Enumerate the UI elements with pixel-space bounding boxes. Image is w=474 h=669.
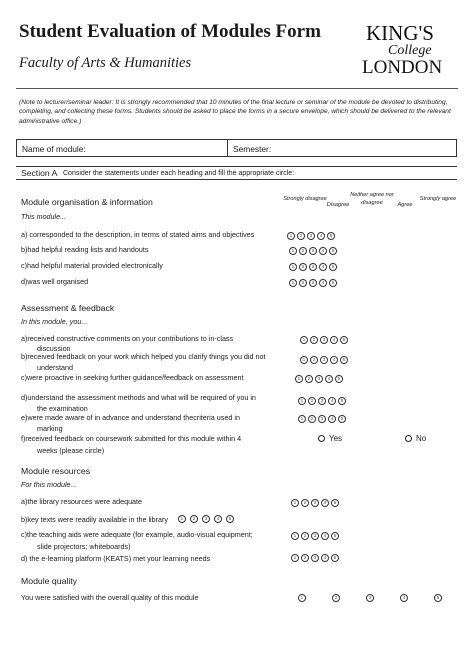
- resources-item-c-cont: slide projectors; whiteboards): [37, 542, 131, 551]
- rating-circle[interactable]: 1: [298, 415, 306, 423]
- rating-circle[interactable]: 3: [318, 415, 326, 423]
- section-heading-quality: Module quality: [21, 576, 78, 586]
- assessment-item-f-cont: weeks (please circle): [37, 446, 105, 455]
- rating-circle[interactable]: 4: [328, 415, 336, 423]
- rating-circle[interactable]: 3: [202, 515, 210, 523]
- rating-circle[interactable]: 4: [214, 515, 222, 523]
- rating-circle[interactable]: 2: [299, 247, 307, 255]
- rating-circle[interactable]: 2: [332, 594, 340, 602]
- rating-circle[interactable]: 3: [309, 279, 317, 287]
- rating-circle[interactable]: 5: [434, 594, 442, 602]
- rating-circle[interactable]: 5: [329, 247, 337, 255]
- rating-circle[interactable]: 2: [301, 499, 309, 507]
- faculty-subtitle: Faculty of Arts & Humanities: [19, 55, 192, 71]
- rating-circle[interactable]: 1: [298, 594, 306, 602]
- organisation-item-a: a) corresponded to the description, in terms of stated aims and objectives: [21, 230, 255, 239]
- rating-circle[interactable]: 5: [338, 415, 346, 423]
- assessment-item-a: a)received constructive comments on your contributions to in-class: [21, 334, 234, 343]
- section-heading-organisation: Module organisation & information: [21, 197, 153, 207]
- section-heading-resources: Module resources: [21, 466, 91, 476]
- rating-circles-assessment-a[interactable]: [300, 336, 348, 344]
- rating-circle[interactable]: 1: [300, 336, 308, 344]
- rating-circles-organisation-a[interactable]: [287, 232, 335, 240]
- rating-circles-assessment-c[interactable]: [295, 375, 343, 383]
- assessment-item-e-cont: marking: [37, 424, 63, 433]
- resources-item-c: c)the teaching aids were adequate (for example, audio-visual equipment;: [21, 530, 253, 539]
- semester-label: Semester:: [233, 144, 272, 154]
- rating-circle[interactable]: 1: [178, 515, 186, 523]
- rating-circle[interactable]: 4: [319, 247, 327, 255]
- rating-circle[interactable]: 3: [366, 594, 374, 602]
- rating-circles-organisation-d[interactable]: [289, 279, 337, 287]
- rating-circle[interactable]: 3: [307, 232, 315, 240]
- assessment-item-a-cont: discussion: [37, 344, 71, 353]
- rating-circle[interactable]: 4: [330, 336, 338, 344]
- rating-circle[interactable]: 4: [330, 356, 338, 364]
- organisation-item-b: b)had helpful reading lists and handouts: [21, 245, 149, 254]
- no-radio-circle[interactable]: [405, 435, 412, 442]
- rating-circle[interactable]: 3: [309, 263, 317, 271]
- rating-circle[interactable]: 1: [291, 532, 299, 540]
- feedback-yes-option[interactable]: [318, 434, 342, 443]
- rating-circle[interactable]: 5: [329, 279, 337, 287]
- rating-circle[interactable]: 2: [310, 356, 318, 364]
- header-rule: [16, 88, 458, 89]
- rating-circle[interactable]: 1: [289, 247, 297, 255]
- rating-circles-assessment-d[interactable]: [298, 397, 346, 405]
- resources-item-b: b)key texts were readily available in the library: [21, 515, 169, 524]
- section-a-instruction: Consider the statements under each heading and fill the appropriate circle:: [63, 169, 295, 177]
- feedback-no-option[interactable]: [405, 434, 426, 443]
- rating-circles-resources-d[interactable]: [291, 554, 339, 562]
- scale-header-disagree: Disagree: [326, 202, 350, 208]
- rating-circle[interactable]: 1: [289, 279, 297, 287]
- rating-circle[interactable]: 4: [325, 375, 333, 383]
- rating-circle[interactable]: 3: [320, 336, 328, 344]
- scale-header-neutral: Neither agree nor disagree: [350, 192, 394, 206]
- rating-circle[interactable]: 2: [299, 263, 307, 271]
- rating-circle[interactable]: 3: [320, 356, 328, 364]
- rating-circle[interactable]: 4: [321, 499, 329, 507]
- section-intro-resources: For this module...: [21, 480, 77, 489]
- kings-college-logo: [360, 20, 460, 78]
- rating-circle[interactable]: 4: [319, 279, 327, 287]
- rating-circle[interactable]: 4: [328, 397, 336, 405]
- yes-radio-circle[interactable]: [318, 435, 325, 442]
- rating-circles-resources-c[interactable]: [291, 532, 339, 540]
- rating-circle[interactable]: 3: [318, 397, 326, 405]
- rating-circles-assessment-b[interactable]: [300, 356, 348, 364]
- scale-header-strongly-agree: Strongly agree: [419, 196, 457, 202]
- assessment-item-d-cont: the examination: [37, 404, 88, 413]
- rating-circle[interactable]: 4: [321, 554, 329, 562]
- rating-circle[interactable]: 2: [308, 397, 316, 405]
- scale-header-strongly-disagree: Strongly disagree: [283, 196, 327, 202]
- rating-circle[interactable]: 2: [297, 232, 305, 240]
- no-label: No: [416, 434, 427, 443]
- assessment-item-f: f)received feedback on coursework submitted for this module within 4: [21, 434, 242, 443]
- rating-circle[interactable]: 5: [226, 515, 234, 523]
- form-title: Student Evaluation of Modules Form: [19, 21, 321, 42]
- rating-circles-resources-b[interactable]: [178, 515, 234, 523]
- rating-circle[interactable]: 3: [311, 532, 319, 540]
- assessment-item-c: c)were proactive in seeking further guidance/feedback on assessment: [21, 373, 244, 382]
- rating-circle[interactable]: 4: [319, 263, 327, 271]
- rating-circle[interactable]: 5: [331, 554, 339, 562]
- rating-circles-organisation-b[interactable]: [289, 247, 337, 255]
- rating-circle[interactable]: 1: [300, 356, 308, 364]
- logo-line-2: College: [388, 43, 432, 58]
- section-a-label: Section A: [21, 168, 58, 178]
- yes-label: Yes: [329, 434, 343, 443]
- rating-circle[interactable]: 1: [287, 232, 295, 240]
- rating-circle[interactable]: 4: [400, 594, 408, 602]
- module-semester-box: [16, 139, 457, 157]
- rating-circle[interactable]: 1: [291, 554, 299, 562]
- rating-circle[interactable]: 5: [340, 356, 348, 364]
- section-intro-organisation: This module...: [21, 212, 67, 221]
- rating-circle[interactable]: 2: [299, 279, 307, 287]
- rating-circle[interactable]: 5: [340, 336, 348, 344]
- organisation-item-c: c)had helpful material provided electronically: [21, 261, 163, 270]
- rating-circle[interactable]: 2: [305, 375, 313, 383]
- rating-circle[interactable]: 3: [311, 499, 319, 507]
- rating-circle[interactable]: 5: [327, 232, 335, 240]
- rating-circle[interactable]: 2: [190, 515, 198, 523]
- logo-line-3: LONDON: [362, 57, 443, 78]
- rating-circles-resources-a[interactable]: [291, 499, 339, 507]
- section-heading-assessment: Assessment & feedback: [21, 303, 115, 313]
- assessment-item-b-cont: understand: [37, 363, 73, 372]
- rating-circle[interactable]: 5: [329, 263, 337, 271]
- rating-circle[interactable]: 5: [331, 499, 339, 507]
- rating-circle[interactable]: 1: [295, 375, 303, 383]
- rating-circle[interactable]: 2: [301, 532, 309, 540]
- rating-circles-quality[interactable]: [298, 594, 442, 602]
- rating-circle[interactable]: 2: [301, 554, 309, 562]
- assessment-item-e: e)were made aware of in advance and understand thecriteria used in: [21, 413, 240, 422]
- rating-circle[interactable]: 1: [291, 499, 299, 507]
- assessment-item-b: b)received feedback on your work which helped you clarify things you did not: [21, 352, 266, 361]
- quality-item: You were satisfied with the overall quality of this module: [21, 593, 199, 602]
- rating-circle[interactable]: 3: [315, 375, 323, 383]
- rating-circle[interactable]: 5: [335, 375, 343, 383]
- field-divider: [227, 140, 228, 156]
- assessment-item-d: d)understand the assessment methods and what will be required of you in: [21, 393, 256, 402]
- logo-line-1: KING'S: [366, 21, 434, 45]
- resources-item-d: d) the e-learning platform (KEATS) met your learning needs: [21, 554, 211, 563]
- section-intro-assessment: In this module, you...: [21, 317, 88, 326]
- rating-circle[interactable]: 1: [298, 397, 306, 405]
- rating-circle[interactable]: 2: [308, 415, 316, 423]
- rating-circle[interactable]: 1: [289, 263, 297, 271]
- rating-circle[interactable]: 4: [321, 532, 329, 540]
- rating-circle[interactable]: 2: [310, 336, 318, 344]
- rating-circle[interactable]: 3: [309, 247, 317, 255]
- rating-circle[interactable]: 5: [338, 397, 346, 405]
- resources-item-a: a)the library resources were adequate: [21, 497, 143, 506]
- organisation-item-d: d)was well organised: [21, 277, 89, 286]
- rating-circle[interactable]: 3: [311, 554, 319, 562]
- lecturer-note: (Note to lecturer/seminar leader: It is strongly recommended that 10 minutes of the final lecture or seminar of the module be devoted to distributing, completing, and collecting these forms. Students should be asked to place the forms in a secure envelope, which should be delivered to the relevant administrative office.): [19, 99, 451, 125]
- rating-circle[interactable]: 4: [317, 232, 325, 240]
- module-name-label: Name of module:: [22, 144, 86, 154]
- rating-circle[interactable]: 5: [331, 532, 339, 540]
- scale-header-agree: Agree: [397, 202, 413, 208]
- rating-circles-assessment-e[interactable]: [298, 415, 346, 423]
- rating-circles-organisation-c[interactable]: [289, 263, 337, 271]
